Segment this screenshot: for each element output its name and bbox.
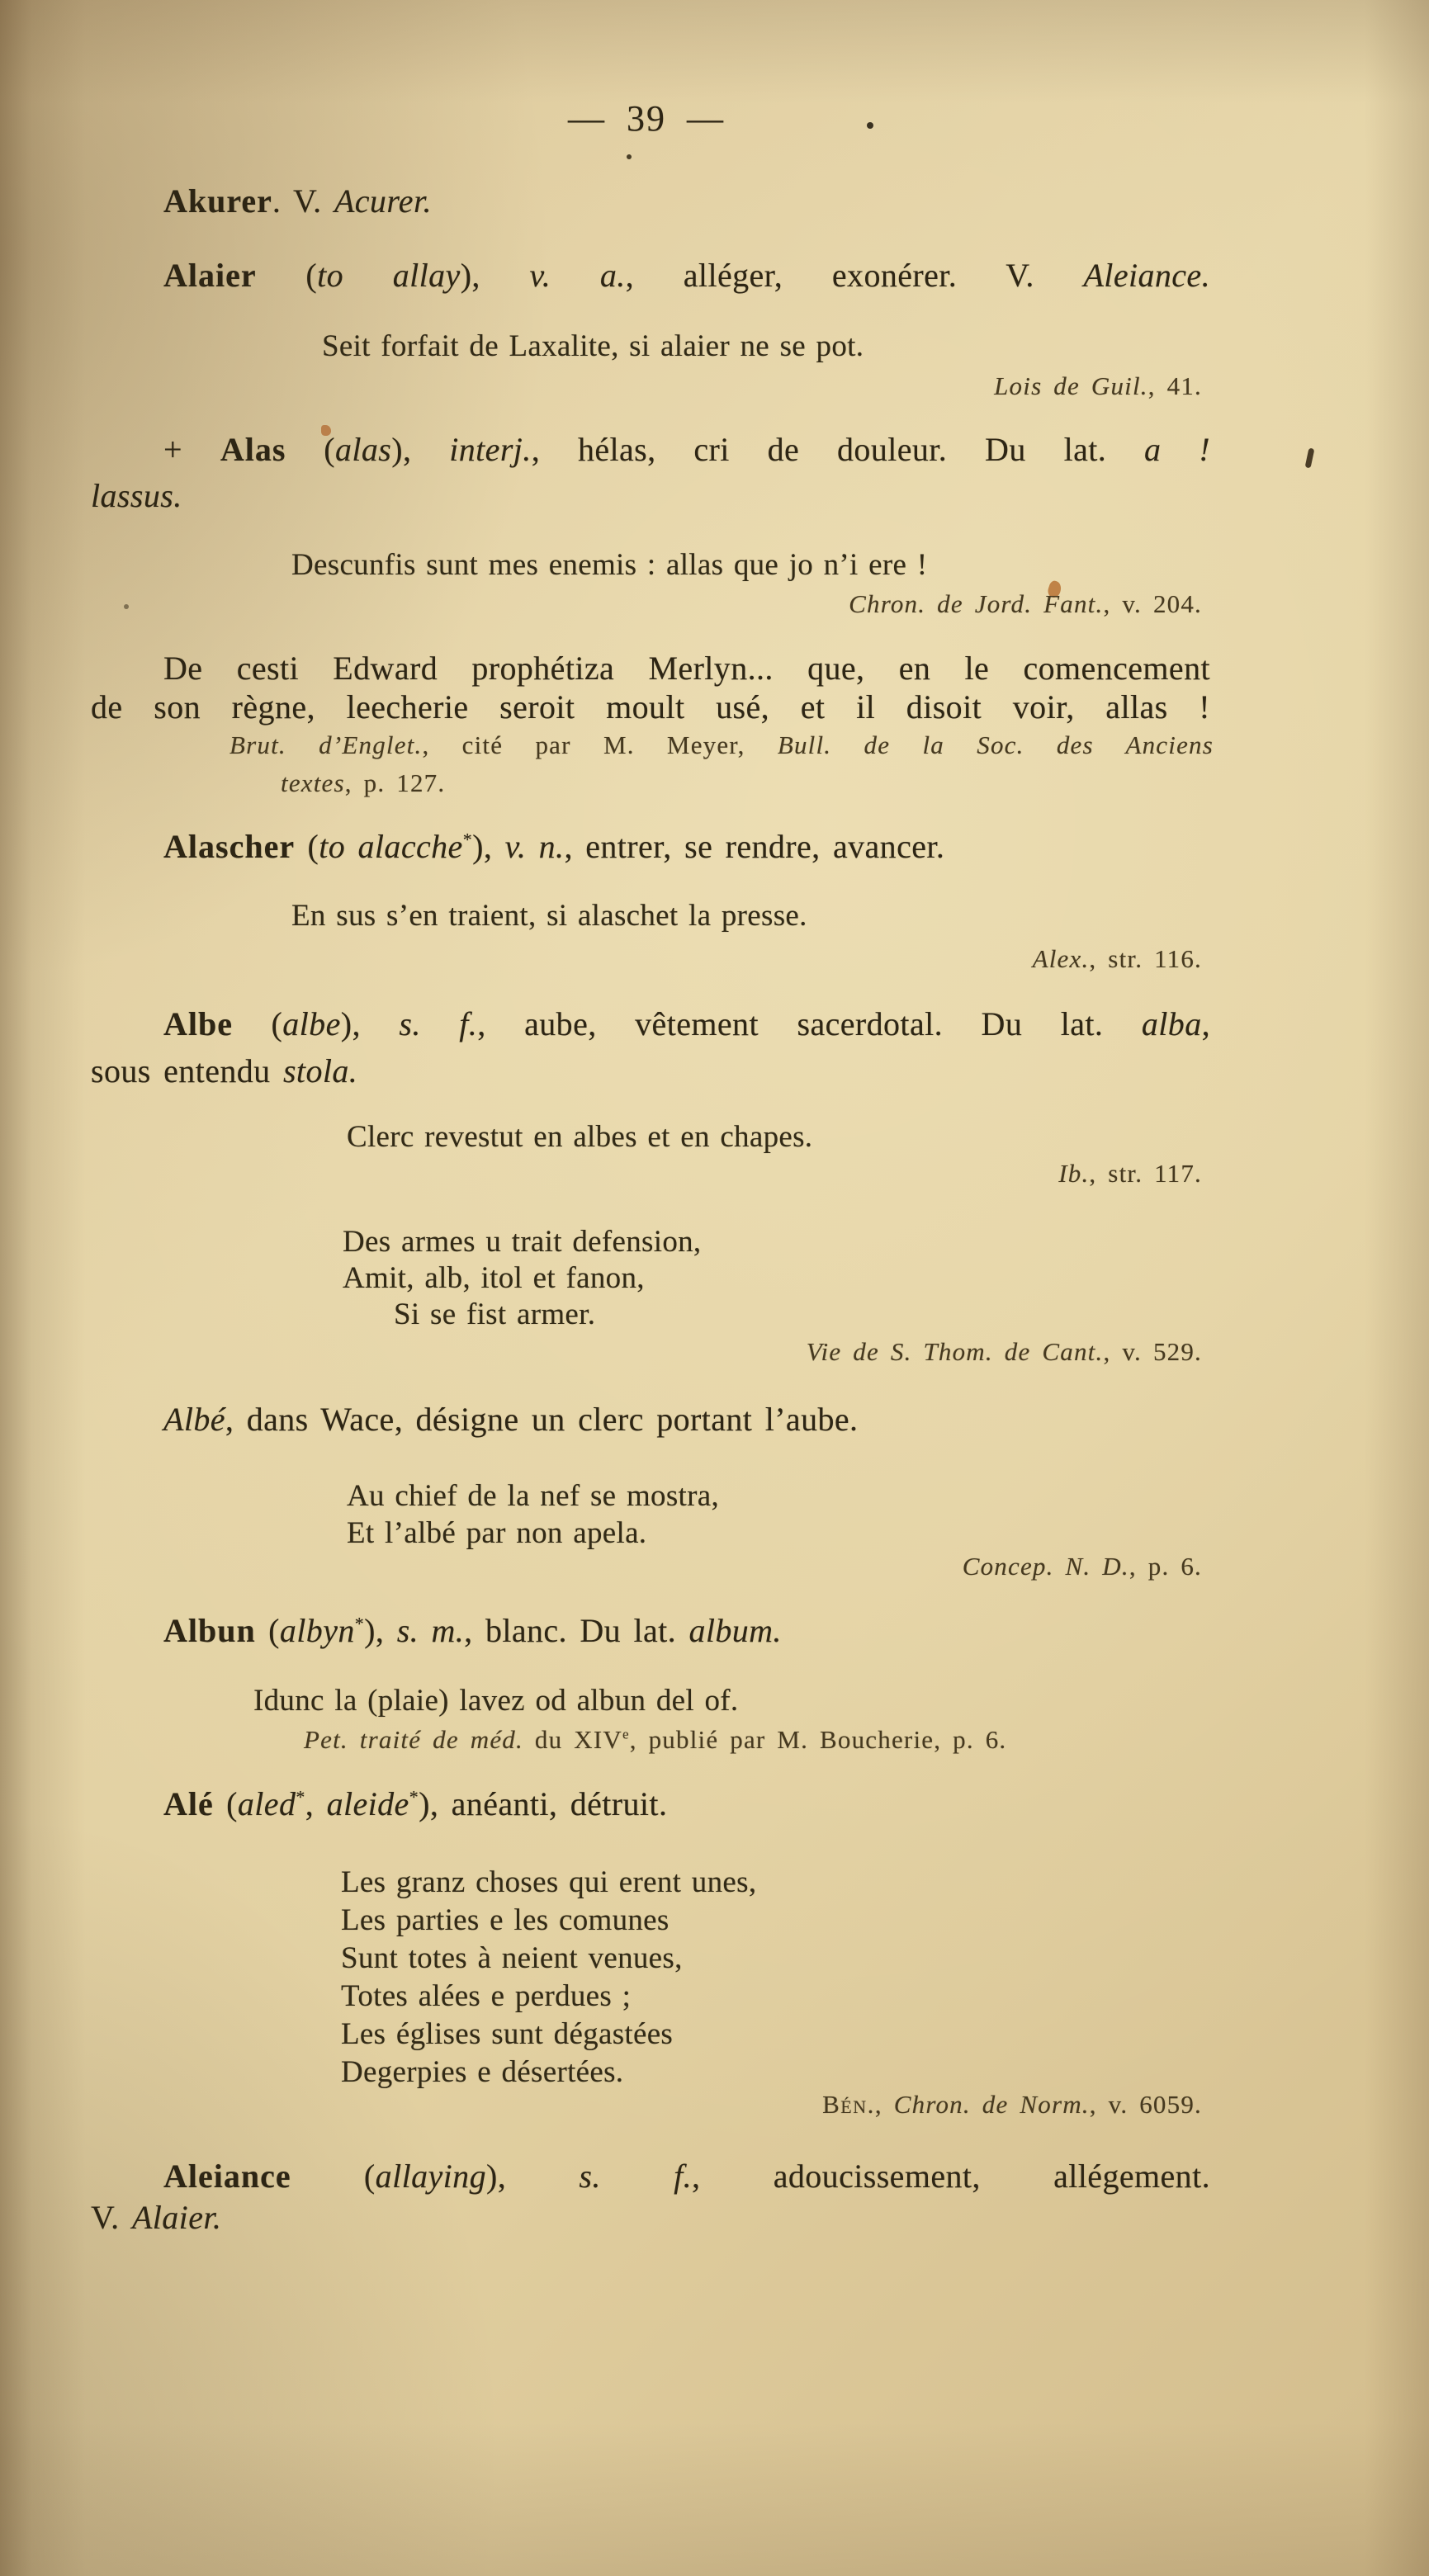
text-line: Les granz choses qui erent unes, xyxy=(341,1865,757,1899)
page-number: — 39 — xyxy=(568,98,725,139)
text-line: Albé, dans Wace, désigne un clerc portant l’aube. xyxy=(163,1401,859,1438)
entry-alaier xyxy=(91,256,1210,295)
text-line: sous entendu stola. xyxy=(91,1052,358,1089)
text-line: de son règne, leecherie seroit moult usé, et il disoit voir, allas ! xyxy=(91,688,1210,726)
text-line: Au chief de la nef se mostra, xyxy=(347,1479,720,1513)
text-line: Alascher (to alacche*), v. n., entrer, se rendre, avancer. xyxy=(163,828,945,865)
text-line: Albun (albyn*), s. m., blanc. Du lat. album. xyxy=(163,1612,782,1649)
text-line: Pet. traité de méd. du XIVe, publié par M. Boucherie, p. 6. xyxy=(304,1725,1007,1754)
text-line: Totes alées e perdues ; xyxy=(341,1979,632,2013)
text-line: + Alas (alas), interj., hélas, cri de douleur. Du lat. a ! xyxy=(163,431,1211,468)
citation-concep-nd xyxy=(0,1550,1202,1583)
verse-des-armes xyxy=(343,1224,701,1333)
entry-alascher xyxy=(91,827,1210,867)
text-line: lassus. xyxy=(91,477,182,514)
quote-clerc-revestut xyxy=(347,1119,812,1156)
text-line: Idunc la (plaie) lavez od albun del of. xyxy=(253,1684,739,1718)
text-line: Aleiance (allaying), s. f., adoucissement, allégement. xyxy=(163,2158,1210,2195)
ink-speck xyxy=(627,154,632,159)
entry-aleiance xyxy=(91,2156,1210,2238)
text-line: Albe (albe), s. f., aube, vêtement sacerdotal. Du lat. alba, xyxy=(163,1005,1210,1042)
text-line: Les parties e les comunes xyxy=(341,1903,670,1937)
citation-chron-jord-fant xyxy=(0,588,1202,621)
text-line: V. Alaier. xyxy=(91,2199,222,2236)
citation-ib xyxy=(0,1157,1202,1190)
text-line: Chron. de Jord. Fant., v. 204. xyxy=(849,589,1202,618)
quote-en-sus xyxy=(291,898,807,934)
text-line: Alex., str. 116. xyxy=(1032,944,1202,973)
text-line: Clerc revestut en albes et en chapes. xyxy=(347,1120,813,1154)
text-line: Descunfis sunt mes enemis : allas que jo n’i ere ! xyxy=(291,548,928,582)
text-line: Brut. d’Englet., cité par M. Meyer, Bull. de la Soc. des Anciens xyxy=(229,730,1214,759)
paragraph-albe-wace xyxy=(91,1400,1210,1439)
text-line: Les églises sunt dégastées xyxy=(341,2017,674,2051)
citation-brut-englet xyxy=(229,726,1214,802)
text-line: Concep. N. D., p. 6. xyxy=(962,1552,1202,1581)
verse-les-granz xyxy=(341,1864,756,2092)
stray-ink-mark xyxy=(1305,448,1315,469)
quote-idunc xyxy=(253,1683,738,1719)
text-line: Des armes u trait defension, xyxy=(343,1225,702,1259)
quote-descunfis xyxy=(291,547,927,584)
text-line: Ib., str. 117. xyxy=(1058,1159,1202,1188)
text-line: Vie de S. Thom. de Cant., v. 529. xyxy=(806,1337,1202,1366)
text-line: Sunt totes à neient venues, xyxy=(341,1941,683,1975)
text-line: Alaier (to allay), v. a., alléger, exonérer. V. Aleiance. xyxy=(163,257,1210,294)
text-line: Seit forfait de Laxalite, si alaier ne se pot. xyxy=(322,329,864,363)
text-line: Si se fist armer. xyxy=(394,1297,596,1331)
citation-ben-chron-norm xyxy=(0,2088,1202,2121)
citation-alex xyxy=(0,943,1202,976)
text-line: Lois de Guil., 41. xyxy=(994,371,1202,400)
entry-albe xyxy=(91,1000,1210,1094)
citation-vie-s-thom xyxy=(0,1335,1202,1368)
verse-au-chief xyxy=(347,1477,719,1552)
citation-lois-de-guil xyxy=(0,370,1202,403)
entry-akurer xyxy=(91,182,1210,221)
quote-seit-forfait xyxy=(322,328,864,365)
text-line: Et l’albé par non apela. xyxy=(347,1516,647,1550)
paragraph-de-cesti xyxy=(91,649,1210,726)
entry-alas xyxy=(91,427,1210,519)
text-line: En sus s’en traient, si alaschet la presse. xyxy=(291,899,807,933)
entry-ale xyxy=(91,1784,1210,1824)
text-line: textes, p. 127. xyxy=(281,768,446,797)
citation-pet-traite xyxy=(304,1723,1006,1756)
text-line: Degerpies e désertées. xyxy=(341,2055,624,2089)
text-line: Bén., Chron. de Norm., v. 6059. xyxy=(822,2090,1202,2119)
entry-albun xyxy=(91,1611,1210,1651)
text-line: Alé (aled*, aleide*), anéanti, détruit. xyxy=(163,1785,668,1822)
text-line: Akurer. V. Acurer. xyxy=(163,182,432,220)
text-line: De cesti Edward prophétiza Merlyn... que, en le comencement xyxy=(163,650,1210,687)
text-line: Amit, alb, itol et fanon, xyxy=(343,1261,645,1295)
